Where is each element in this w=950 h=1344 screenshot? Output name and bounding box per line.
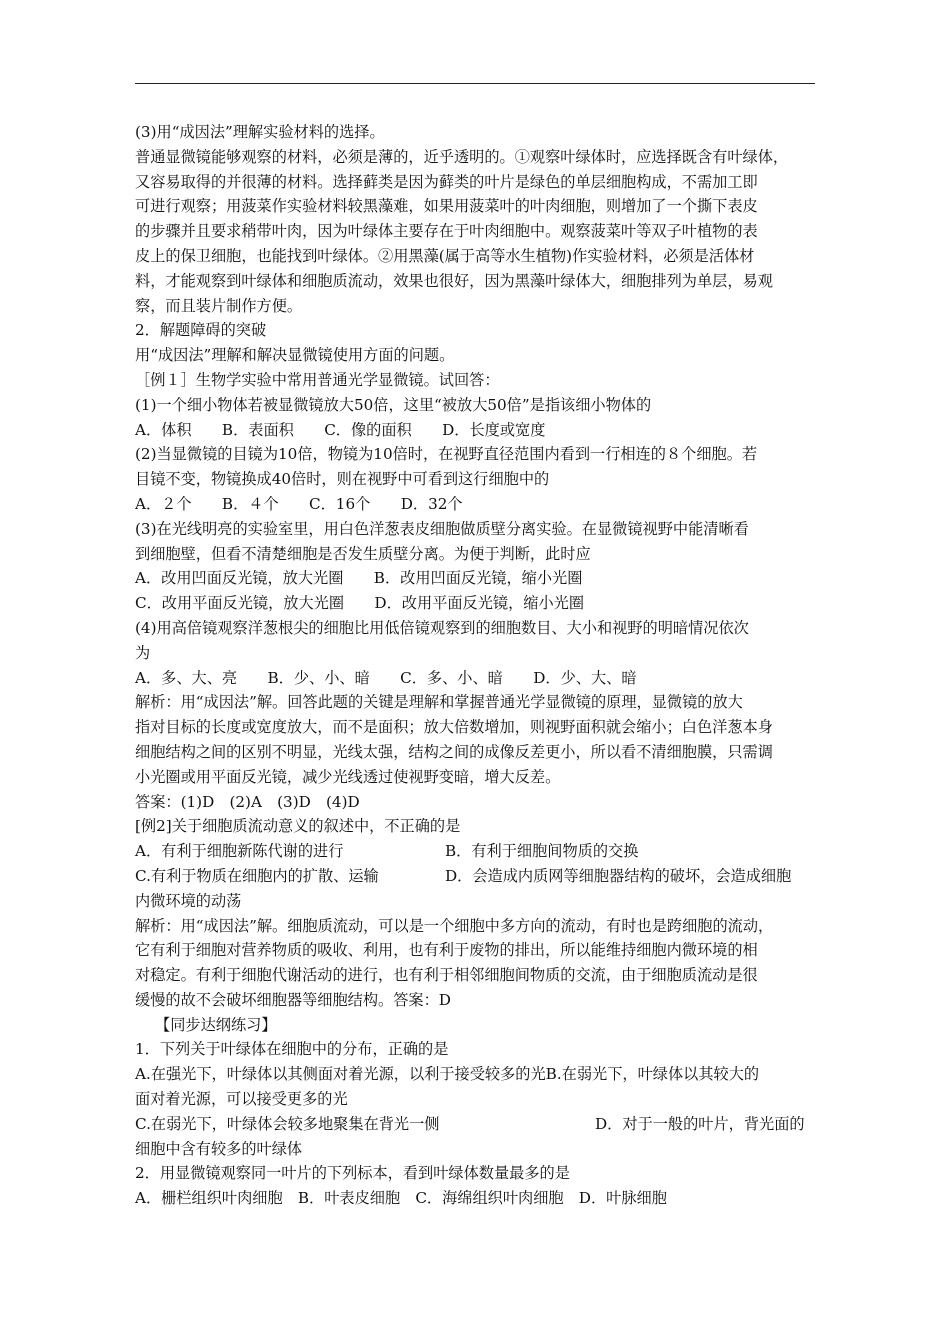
example1-q2-line: (2)当显微镜的目镜为10倍，物镜为10倍时，在视野直径范围内看到一行相连的８个细胞。若 — [135, 445, 758, 464]
section3-para-line: 察，而且装片制作方便。 — [135, 296, 303, 315]
example1-analysis-line: 解析：用“成因法”解。回答此题的关键是理解和掌握普通光学显微镜的原理，显微镜的放大 — [135, 693, 743, 712]
section3-para-line: 普通显微镜能够观察的材料，必须是薄的，近乎透明的。①观察叶绿体时，应选择既含有叶绿体， — [135, 147, 789, 166]
example1-q4-line: (4)用高倍镜观察洋葱根尖的细胞比用低倍镜观察到的细胞数目、大小和视野的明暗情况依次 — [135, 618, 749, 637]
practice-q1-option-c: C.在弱光下，叶绿体会较多地聚集在背光一侧 — [135, 1114, 440, 1133]
example2-option-d: D．会造成内质网等细胞器结构的破坏，会造成细胞 — [445, 866, 792, 885]
practice-q1-options-row — [135, 1112, 820, 1137]
example2-options-row — [135, 839, 820, 864]
example1-analysis-line: 小光圈或用平面反光镜，减少光线透过使视野变暗，增大反差。 — [135, 767, 561, 786]
section2-heading: 2．解题障碍的突破 — [135, 321, 267, 340]
practice-q1-option-d: D．对于一般的叶片，背光面的 — [595, 1114, 805, 1133]
practice-q2: 2．用显微镜观察同一叶片的下列标本，看到叶绿体数量最多的是 — [135, 1164, 570, 1183]
section2-intro: 用“成因法”理解和解决显微镜使用方面的问题。 — [135, 346, 455, 365]
example1-q3-line: 到细胞壁，但看不清楚细胞是否发生质壁分离。为便于判断，此时应 — [135, 544, 591, 563]
practice-q1: 1．下列关于叶绿体在细胞中的分布，正确的是 — [135, 1040, 449, 1059]
example2-analysis-line: 对稳定。有利于细胞代谢活动的进行，也有利于相邻细胞间物质的交流，由于细胞质流动是很 — [135, 966, 758, 985]
practice-q1-line: A.在强光下，叶绿体以其侧面对着光源，以利于接受较多的光B.在弱光下，叶绿体以其较大的 — [135, 1065, 760, 1084]
example2-option-d-cont: 内微环境的动荡 — [135, 891, 242, 910]
header-rule — [135, 83, 815, 84]
example2-analysis-line: 缓慢的故不会破坏细胞器等细胞结构。答案：D — [135, 990, 451, 1009]
section3-para-line: 料，才能观察到叶绿体和细胞质流动，效果也很好，因为黑藻叶绿体大，细胞排列为单层，易观 — [135, 271, 773, 290]
practice-q2-options: A．栅栏组织叶肉细胞 B．叶表皮细胞 C．海绵组织叶肉细胞 D．叶脉细胞 — [135, 1189, 667, 1208]
example1-q4-line: 为 — [135, 643, 151, 662]
example1-answer: 答案：(1)D (2)A (3)D (4)D — [135, 792, 360, 811]
example1-q2-options: A．２个 B．４个 C．16个 D．32个 — [135, 494, 463, 513]
example1-q2-line: 目镜不变，物镜换成40倍时，则在视野中可看到这行细胞中的 — [135, 470, 550, 489]
example1-q4-options: A．多、大、亮 B．少、小、暗 C．多、小、暗 D．少、大、暗 — [135, 668, 637, 687]
example2-options-row — [135, 864, 820, 889]
practice-heading: 【同步达纲练习】 — [155, 1015, 277, 1034]
section3-para-line: 皮上的保卫细胞，也能找到叶绿体。②用黑藻(属于高等水生植物)作实验材料，必须是活体材 — [135, 246, 755, 265]
example1-q1: (1)一个细小物体若被显微镜放大50倍，这里“被放大50倍”是指该细小物体的 — [135, 395, 652, 414]
example2-title: [例2]关于细胞质流动意义的叙述中，不正确的是 — [135, 817, 461, 836]
example2-option-b: B．有利于细胞间物质的交换 — [445, 842, 639, 861]
practice-q1-line: 面对着光源，可以接受更多的光 — [135, 1090, 348, 1109]
example1-title: ［例１］生物学实验中常用普通光学显微镜。试回答： — [135, 370, 500, 389]
document-body — [135, 120, 820, 1211]
example2-option-a: A．有利于细胞新陈代谢的进行 — [135, 842, 344, 861]
practice-q1-option-d-cont: 细胞中含有较多的叶绿体 — [135, 1139, 303, 1158]
section3-para-line: 的步骤并且要求稍带叶肉，因为叶绿体主要存在于叶肉细胞中。观察菠菜叶等双子叶植物的表 — [135, 222, 758, 241]
example1-analysis-line: 指对目标的长度或宽度放大，而不是面积；放大倍数增加，则视野面积就会缩小；白色洋葱本身 — [135, 718, 773, 737]
example1-analysis-line: 细胞结构之间的区别不明显，光线太强，结构之间的成像反差更小，所以看不清细胞膜，只需调 — [135, 742, 773, 761]
example2-option-c: C.有利于物质在细胞内的扩散、运输 — [135, 866, 379, 885]
example1-q3-option: A．改用凹面反光镜，放大光圈 B．改用凹面反光镜，缩小光圈 — [135, 569, 583, 588]
section3-para-line: 又容易取得的并很薄的材料。选择藓类是因为藓类的叶片是绿色的单层细胞构成，不需加工即 — [135, 172, 758, 191]
example1-q3-option: C．改用平面反光镜，放大光圈 D．改用平面反光镜，缩小光圈 — [135, 594, 585, 613]
section3-heading: (3)用“成因法”理解实验材料的选择。 — [135, 123, 385, 141]
example2-analysis-line: 解析：用“成因法”解。细胞质流动，可以是一个细胞中多方向的流动，有时也是跨细胞的流动， — [135, 916, 774, 935]
example2-analysis-line: 它有利于细胞对营养物质的吸收、利用，也有利于废物的排出，所以能维持细胞内微环境的相 — [135, 941, 758, 960]
example1-q1-options: A．体积 B．表面积 C．像的面积 D．长度或宽度 — [135, 420, 546, 439]
example1-q3-line: (3)在光线明亮的实验室里，用白色洋葱表皮细胞做质壁分离实验。在显微镜视野中能清晰看 — [135, 519, 749, 538]
section3-para-line: 可进行观察；用菠菜作实验材料较黑藻难，如果用菠菜叶的叶肉细胞，则增加了一个撕下表皮 — [135, 197, 758, 216]
